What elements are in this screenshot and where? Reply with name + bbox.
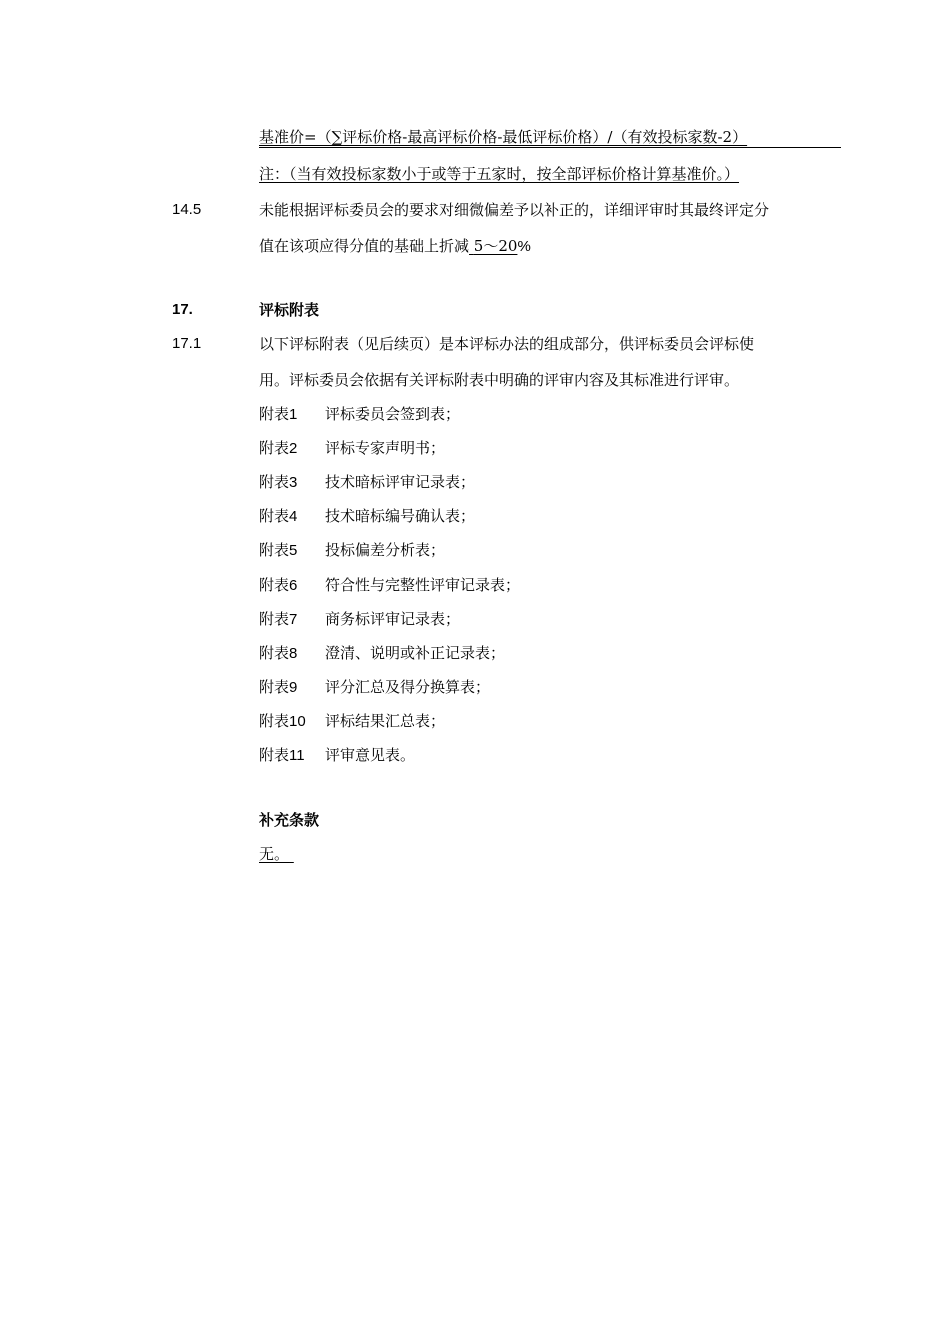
attachment-label-cn: 附表 xyxy=(259,541,290,559)
attachment-label-cn: 附表 xyxy=(259,610,290,628)
attachment-text: 投标偏差分析表； xyxy=(325,541,446,559)
attachment-label xyxy=(259,711,325,732)
attachment-label xyxy=(259,609,325,630)
attachment-label-cn: 附表 xyxy=(259,405,290,423)
attachment-label xyxy=(259,540,325,561)
attachment-label-num: 7 xyxy=(289,611,298,628)
supplement-content-text: 无。 xyxy=(259,845,290,863)
attachment-label xyxy=(259,575,325,596)
attachment-label-num: 3 xyxy=(289,474,298,491)
attachment-label-cn: 附表 xyxy=(259,507,290,525)
attachment-label-num: 1 xyxy=(289,406,298,423)
attachment-item xyxy=(259,438,445,459)
attachment-text: 评标结果汇总表； xyxy=(325,712,446,730)
attachment-item xyxy=(259,540,445,561)
baseline-note xyxy=(259,164,739,184)
attachment-text: 评标委员会签到表； xyxy=(325,405,461,423)
supplement-content xyxy=(259,844,294,864)
attachment-label-cn: 附表 xyxy=(259,439,290,457)
attachment-label-cn: 附表 xyxy=(259,576,290,594)
attachment-item xyxy=(259,404,460,425)
attachment-label-cn: 附表 xyxy=(259,678,290,696)
attachment-item xyxy=(259,506,475,527)
clause-17-1-line1: 以下评标附表（见后续页）是本评标办法的组成部分，供评标委员会评标使 xyxy=(259,335,755,353)
clause-14-5-suffix: % xyxy=(517,238,531,255)
clause-17-1-line2: 用。评标委员会依据有关评标附表中明确的评审内容及其标准进行评审。 xyxy=(259,371,740,389)
attachment-text: 技术暗标编号确认表； xyxy=(325,507,476,525)
attachment-label xyxy=(259,643,325,664)
attachment-label-cn: 附表 xyxy=(259,746,290,764)
attachment-label xyxy=(259,472,325,493)
attachment-label-num: 2 xyxy=(289,440,298,457)
attachment-label-num: 8 xyxy=(289,645,298,662)
attachment-label xyxy=(259,404,325,425)
attachment-label xyxy=(259,506,325,527)
attachment-label xyxy=(259,438,325,459)
clause-14-5-prefix: 值在该项应得分值的基础上折减 xyxy=(259,237,470,255)
attachment-item xyxy=(259,745,415,766)
attachment-label-num: 6 xyxy=(289,577,298,594)
attachment-item xyxy=(259,711,445,732)
clause-14-5-line2 xyxy=(259,236,531,257)
attachment-item xyxy=(259,472,475,493)
attachment-label-num: 9 xyxy=(289,679,298,696)
attachment-text: 评分汇总及得分换算表； xyxy=(325,678,491,696)
attachment-item xyxy=(259,677,490,698)
baseline-formula-text: 基准价=（∑评标价格-最高评标价格-最低评标价格）/（有效投标家数-2） xyxy=(259,128,748,146)
clause-14-5-range xyxy=(469,237,517,255)
attachment-item xyxy=(259,609,460,630)
attachment-item xyxy=(259,643,505,664)
section-17-number: 17. xyxy=(172,301,193,318)
formula-underline xyxy=(259,146,841,148)
attachment-text: 商务标评审记录表； xyxy=(325,610,461,628)
attachment-label-num: 5 xyxy=(289,542,298,559)
attachment-label xyxy=(259,745,325,766)
attachment-label-num: 11 xyxy=(289,747,305,764)
clause-17-1-number: 17.1 xyxy=(172,335,202,352)
baseline-formula xyxy=(259,127,747,147)
attachment-text: 评标专家声明书； xyxy=(325,439,446,457)
supplement-title: 补充条款 xyxy=(259,811,320,829)
attachment-label-cn: 附表 xyxy=(259,473,290,491)
clause-14-5-range-text: 5～20 xyxy=(473,237,518,255)
attachment-label-num: 4 xyxy=(289,508,298,525)
clause-14-5-line1: 未能根据评标委员会的要求对细微偏差予以补正的，详细评审时其最终评定分 xyxy=(259,201,770,219)
clause-14-5-number: 14.5 xyxy=(172,201,202,218)
attachment-text: 澄清、说明或补正记录表； xyxy=(325,644,506,662)
attachment-label-cn: 附表 xyxy=(259,712,290,730)
attachment-text: 评审意见表。 xyxy=(325,746,416,764)
attachment-text: 符合性与完整性评审记录表； xyxy=(325,576,521,594)
baseline-note-text: 注：（当有效投标家数小于或等于五家时，按全部评标价格计算基准价。） xyxy=(259,165,740,183)
attachment-text: 技术暗标评审记录表； xyxy=(325,473,476,491)
attachment-item xyxy=(259,575,520,596)
attachment-label-num: 10 xyxy=(289,713,306,730)
attachment-label-cn: 附表 xyxy=(259,644,290,662)
attachment-label xyxy=(259,677,325,698)
section-17-title: 评标附表 xyxy=(259,301,320,319)
